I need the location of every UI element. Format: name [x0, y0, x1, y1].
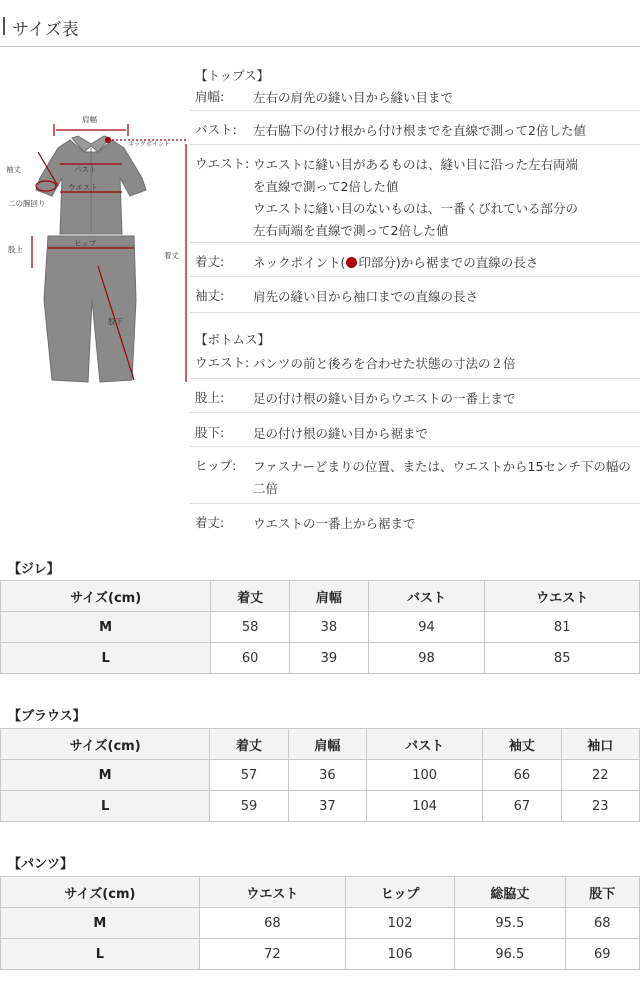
label-shoulder: 肩幅	[82, 115, 97, 124]
table-cell: 38	[289, 612, 368, 643]
garment-figure	[0, 60, 192, 390]
desc-def	[253, 423, 428, 445]
desc-line: を直線で測って2倍した値	[253, 179, 399, 194]
divider	[190, 446, 640, 447]
desc-def	[253, 353, 516, 375]
desc-def	[253, 120, 586, 142]
divider	[190, 110, 640, 111]
table-header-cell: 着丈	[210, 729, 288, 760]
table-cell: 68	[565, 908, 640, 939]
desc-term: 着丈:	[195, 515, 225, 530]
table-header-cell: 肩幅	[288, 729, 366, 760]
label-neck-point: ネックポイント	[128, 141, 171, 148]
label-length: 着丈	[164, 251, 179, 260]
divider	[190, 242, 640, 243]
table-cell: 23	[561, 791, 639, 822]
title-bar-mark	[3, 17, 5, 35]
label-bust: バスト	[74, 165, 97, 174]
desc-def	[253, 286, 478, 308]
label-inseam: 股下	[108, 317, 123, 326]
table-cell: 81	[485, 612, 640, 643]
table-header-row	[1, 581, 640, 612]
table-header-cell: 肩幅	[289, 581, 368, 612]
blouse-size-table	[0, 728, 640, 822]
desc-text: ネックポイント(	[253, 255, 346, 270]
desc-term: バスト:	[195, 122, 237, 137]
label-arm-circ: 二の腕回り	[8, 199, 46, 208]
page-header	[0, 0, 640, 48]
desc-def	[253, 388, 516, 410]
desc-term: 着丈:	[195, 254, 225, 269]
table-header-cell: バスト	[367, 729, 483, 760]
size-label-cell: L	[1, 643, 211, 674]
desc-line: ウエストに縫い目のないものは、一番くびれている部分の	[253, 201, 579, 216]
table-cell: 67	[483, 791, 561, 822]
desc-line: 左右脇下の付け根から付け根までを直線で測って2倍した値	[253, 123, 586, 138]
table-row	[1, 760, 640, 791]
table-header-cell: バスト	[368, 581, 485, 612]
table-cell: 39	[289, 643, 368, 674]
desc-line: 足の付け根の縫い目からウエストの一番上まで	[253, 391, 516, 406]
table-header-cell: 総脇丈	[455, 877, 565, 908]
table-header-cell: 着丈	[211, 581, 290, 612]
desc-def	[253, 87, 453, 109]
desc-line: 左右両端を直線で測って2倍した値	[253, 223, 449, 238]
table-cell: 100	[367, 760, 483, 791]
divider	[190, 144, 640, 145]
desc-line: ファスナーどまりの位置、または、ウエストから15センチ下の幅の	[253, 459, 631, 474]
table-cell: 106	[345, 939, 454, 970]
gilet-size-table	[0, 580, 640, 674]
tops-section-title: 【トップス】	[195, 68, 270, 83]
size-label-cell: M	[1, 760, 210, 791]
size-label-cell: M	[1, 908, 200, 939]
desc-def	[253, 513, 416, 535]
blouse-table-title: 【ブラウス】	[8, 709, 86, 724]
table-cell: 22	[561, 760, 639, 791]
desc-def	[253, 154, 578, 242]
table-cell: 60	[211, 643, 290, 674]
label-waist: ウエスト	[68, 183, 98, 192]
table-row	[1, 643, 640, 674]
table-cell: 104	[367, 791, 483, 822]
desc-line: 左右の肩先の縫い目から縫い目まで	[253, 90, 454, 105]
size-label-cell: M	[1, 612, 211, 643]
table-cell: 98	[368, 643, 485, 674]
table-cell: 72	[199, 939, 345, 970]
table-header-cell: サイズ(cm)	[1, 877, 200, 908]
desc-term: 肩幅:	[195, 89, 225, 104]
divider	[190, 312, 640, 313]
table-cell: 66	[483, 760, 561, 791]
desc-term: 股上:	[195, 390, 225, 405]
bottoms-section-title: 【ボトムス】	[195, 332, 271, 347]
table-header-cell: ウエスト	[485, 581, 640, 612]
desc-line: ウエストに縫い目があるものは、縫い目に沿った左右両端	[253, 157, 579, 172]
pants-table-title: 【パンツ】	[8, 857, 74, 872]
divider	[190, 412, 640, 413]
label-hip: ヒップ	[74, 239, 97, 248]
table-cell: 96.5	[455, 939, 565, 970]
table-cell: 94	[368, 612, 485, 643]
desc-def	[253, 252, 538, 274]
table-cell: 85	[485, 643, 640, 674]
table-row	[1, 939, 640, 970]
header-divider	[0, 46, 640, 47]
table-row	[1, 791, 640, 822]
table-row	[1, 612, 640, 643]
table-cell: 58	[211, 612, 290, 643]
table-cell: 68	[199, 908, 345, 939]
desc-term: ウエスト:	[195, 355, 250, 370]
table-cell: 95.5	[455, 908, 565, 939]
desc-line: 二倍	[253, 481, 279, 496]
desc-line: 足の付け根の縫い目から裾まで	[253, 426, 429, 441]
desc-def	[253, 456, 631, 500]
desc-text: 印部分)から裾までの直線の長さ	[358, 255, 539, 270]
label-rise: 股上	[8, 245, 23, 254]
table-header-row	[1, 729, 640, 760]
table-header-cell: サイズ(cm)	[1, 729, 210, 760]
desc-line: パンツの前と後ろを合わせた状態の寸法の２倍	[253, 356, 516, 371]
table-cell: 37	[288, 791, 366, 822]
desc-term: ヒップ:	[195, 458, 237, 473]
desc-term: 袖丈:	[195, 288, 225, 303]
table-cell: 102	[345, 908, 454, 939]
desc-line: 肩先の縫い目から袖口までの直線の長さ	[253, 289, 479, 304]
table-cell: 36	[288, 760, 366, 791]
table-header-cell: 袖口	[561, 729, 639, 760]
garment-illustration	[0, 60, 192, 390]
size-label-cell: L	[1, 791, 210, 822]
label-sleeve: 袖丈	[6, 165, 21, 174]
desc-term: ウエスト:	[195, 156, 250, 171]
table-header-cell: ヒップ	[345, 877, 454, 908]
table-cell: 59	[210, 791, 288, 822]
desc-line: ウエストの一番上から裾まで	[253, 516, 416, 531]
desc-term: 股下:	[195, 425, 225, 440]
table-header-row	[1, 877, 640, 908]
table-cell: 69	[565, 939, 640, 970]
table-row	[1, 908, 640, 939]
table-header-cell: 股下	[565, 877, 640, 908]
divider	[190, 503, 640, 504]
gilet-table-title: 【ジレ】	[8, 562, 60, 577]
pants-size-table	[0, 876, 640, 970]
size-label-cell: L	[1, 939, 200, 970]
table-header-cell: 袖丈	[483, 729, 561, 760]
table-header-cell: サイズ(cm)	[1, 581, 211, 612]
page-title: サイズ表	[12, 20, 79, 40]
neck-point-dot-icon	[346, 257, 357, 268]
divider	[190, 378, 640, 379]
divider	[190, 276, 640, 277]
table-cell: 57	[210, 760, 288, 791]
table-header-cell: ウエスト	[199, 877, 345, 908]
